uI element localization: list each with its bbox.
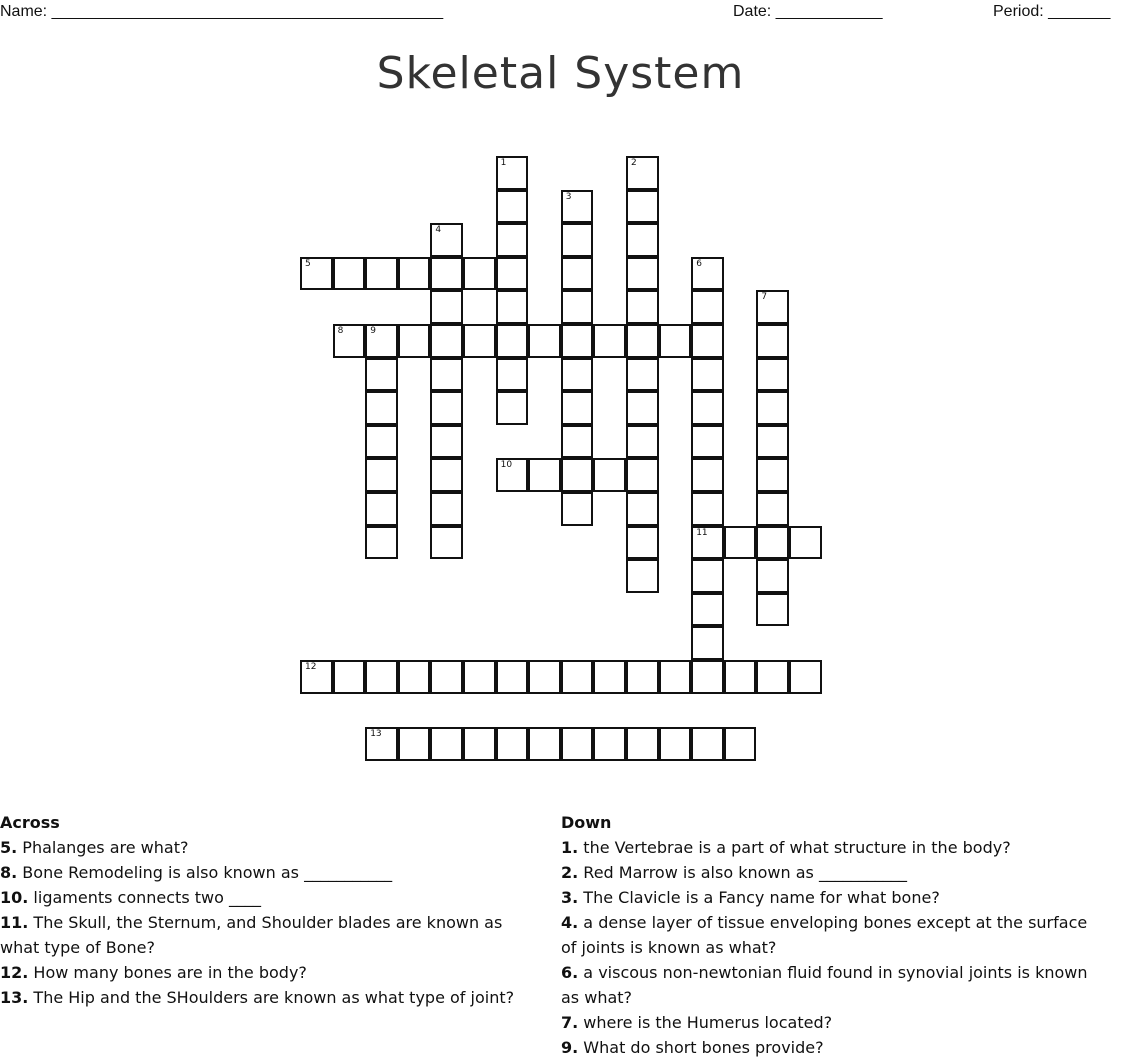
grid-cell[interactable] [691,290,724,324]
clue-number: 9. [561,1038,579,1057]
grid-cell[interactable] [528,324,561,358]
grid-cell[interactable] [398,660,431,694]
grid-cell[interactable] [724,727,757,761]
clue-text: ligaments connects two ____ [28,888,261,907]
clue-text: What do short bones provide? [578,1038,824,1057]
clue-number: 7. [561,1013,579,1032]
grid-cell[interactable] [333,660,366,694]
grid-cell[interactable] [365,358,398,392]
grid-cell[interactable] [626,290,659,324]
clue-text: where is the Humerus located? [578,1013,833,1032]
grid-cell[interactable] [626,156,659,190]
grid-cell[interactable] [626,727,659,761]
grid-cell[interactable] [561,358,594,392]
grid-cell[interactable] [561,290,594,324]
grid-cell[interactable] [496,391,529,425]
clue-text: a dense layer of tissue enveloping bones except at the surface of joints is known as what? [561,913,1088,957]
grid-cell[interactable] [561,458,594,492]
grid-cell[interactable] [691,358,724,392]
grid-cell[interactable] [756,660,789,694]
across-clue [0,835,545,860]
grid-cell[interactable] [463,324,496,358]
grid-cell[interactable] [430,391,463,425]
grid-cell[interactable] [365,526,398,560]
grid-cell[interactable] [756,425,789,459]
grid-cell[interactable] [626,223,659,257]
grid-cell[interactable] [430,526,463,560]
across-clue [0,860,545,885]
grid-cell[interactable] [691,425,724,459]
grid-cell[interactable] [724,526,757,560]
grid-cell[interactable] [496,358,529,392]
grid-cell[interactable] [561,324,594,358]
grid-cell[interactable] [365,727,398,761]
clue-text: The Clavicle is a Fancy name for what bone? [578,888,940,907]
down-clue-list [561,835,1106,1060]
grid-cell[interactable] [626,660,659,694]
grid-cell[interactable] [430,425,463,459]
grid-cell[interactable] [691,660,724,694]
grid-cell[interactable] [691,626,724,660]
grid-cell[interactable] [756,526,789,560]
grid-cell[interactable] [463,257,496,291]
grid-cell[interactable] [561,492,594,526]
across-clue [0,960,545,985]
down-heading: Down [561,813,612,832]
grid-cell[interactable] [691,492,724,526]
grid-cell[interactable] [398,257,431,291]
clue-number: 5. [0,838,18,857]
grid-cell[interactable] [756,391,789,425]
grid-cell[interactable] [496,727,529,761]
grid-cell[interactable] [659,660,692,694]
grid-cell[interactable] [626,559,659,593]
clue-number: 4 [435,225,442,236]
grid-cell[interactable] [691,257,724,291]
grid-cell[interactable] [496,660,529,694]
grid-cell[interactable] [496,257,529,291]
grid-cell[interactable] [528,727,561,761]
grid-cell[interactable] [365,425,398,459]
down-clue [561,960,1106,1010]
date-field-label: Date: ____________ [733,3,883,20]
grid-cell[interactable] [756,324,789,358]
grid-cell[interactable] [463,660,496,694]
grid-cell[interactable] [691,593,724,627]
clue-number: 10 [500,460,513,471]
clue-text: Phalanges are what? [17,838,189,857]
grid-cell[interactable] [756,358,789,392]
grid-cell[interactable] [365,492,398,526]
grid-cell[interactable] [496,290,529,324]
across-clue [0,885,545,910]
grid-cell[interactable] [691,559,724,593]
grid-cell[interactable] [430,458,463,492]
grid-cell[interactable] [496,190,529,224]
grid-cell[interactable] [430,660,463,694]
grid-cell[interactable] [561,391,594,425]
grid-cell[interactable] [789,660,822,694]
grid-cell[interactable] [430,290,463,324]
grid-cell[interactable] [365,257,398,291]
grid-cell[interactable] [300,660,333,694]
grid-cell[interactable] [561,727,594,761]
grid-cell[interactable] [626,324,659,358]
grid-cell[interactable] [333,324,366,358]
grid-cell[interactable] [691,324,724,358]
grid-cell[interactable] [626,190,659,224]
clue-number: 11 [696,527,708,538]
clue-number: 5 [305,258,311,269]
down-clue [561,1010,1106,1035]
grid-cell[interactable] [659,324,692,358]
period-field-label: Period: _______ [993,3,1111,20]
grid-cell[interactable] [691,727,724,761]
clue-number: 2 [631,158,637,168]
grid-cell[interactable] [496,458,529,492]
clue-number: 6 [696,258,702,269]
grid-cell[interactable] [593,324,626,358]
page-title: Skeletal System [376,48,745,99]
clue-text: the Vertebrae is a part of what structure in the body? [578,838,1011,857]
grid-cell[interactable] [561,223,594,257]
down-clue [561,910,1106,960]
clue-number: 7 [761,292,768,303]
grid-cell[interactable] [398,727,431,761]
down-clue [561,885,1106,910]
clue-number: 13 [370,729,382,740]
grid-cell[interactable] [626,358,659,392]
grid-cell[interactable] [756,593,789,627]
grid-cell[interactable] [528,660,561,694]
clue-number: 3. [561,888,579,907]
grid-cell[interactable] [365,391,398,425]
grid-cell[interactable] [626,492,659,526]
grid-cell[interactable] [398,324,431,358]
clue-number: 12. [0,963,29,982]
across-clue-list [0,835,545,1010]
grid-cell[interactable] [561,257,594,291]
grid-cell[interactable] [496,156,529,190]
clue-text: The Skull, the Sternum, and Shoulder blades are known as what type of Bone? [0,913,503,957]
grid-cell[interactable] [528,458,561,492]
grid-cell[interactable] [691,526,724,560]
clue-number: 11. [0,913,29,932]
across-clue [0,985,545,1010]
grid-cell[interactable] [561,190,594,224]
grid-cell[interactable] [756,559,789,593]
across-clues [0,810,545,1010]
clue-number: 8 [337,326,344,336]
grid-cell[interactable] [593,458,626,492]
grid-cell[interactable] [756,458,789,492]
clue-text: a viscous non-newtonian fluid found in synovial joints is known as what? [561,963,1088,1007]
across-clue [0,910,545,960]
grid-cell[interactable] [561,425,594,459]
grid-cell[interactable] [626,425,659,459]
down-clue [561,860,1106,885]
grid-cell[interactable] [626,391,659,425]
across-heading: Across [0,813,60,832]
grid-cell[interactable] [626,526,659,560]
grid-cell[interactable] [593,727,626,761]
grid-cell[interactable] [430,324,463,358]
clue-number: 2. [561,863,579,882]
clue-number: 1. [561,838,579,857]
grid-cell[interactable] [691,458,724,492]
grid-cell[interactable] [626,458,659,492]
clue-number: 1 [500,158,507,168]
grid-cell[interactable] [430,727,463,761]
clue-number: 4. [561,913,579,932]
grid-cell[interactable] [724,660,757,694]
clue-text: How many bones are in the body? [28,963,307,982]
down-clue [561,835,1106,860]
clue-text: Red Marrow is also known as ___________ [578,863,907,882]
clue-number: 3 [565,191,572,202]
grid-cell[interactable] [626,257,659,291]
grid-cell[interactable] [430,492,463,526]
clue-number: 13. [0,988,29,1007]
clue-text: The Hip and the SHoulders are known as what type of joint? [28,988,515,1007]
grid-cell[interactable] [365,324,398,358]
grid-cell[interactable] [593,660,626,694]
grid-cell[interactable] [756,290,789,324]
clue-number: 12 [305,662,317,672]
clue-number: 6. [561,963,579,982]
down-clues [561,810,1106,1060]
grid-cell[interactable] [430,358,463,392]
clue-number: 8. [0,863,18,882]
name-field-label: Name: ____________________________________________ [0,3,444,20]
grid-cell[interactable] [365,660,398,694]
grid-cell[interactable] [333,257,366,291]
grid-cell[interactable] [789,526,822,560]
grid-cell[interactable] [756,492,789,526]
grid-cell[interactable] [300,257,333,291]
grid-cell[interactable] [691,391,724,425]
grid-cell[interactable] [561,660,594,694]
grid-cell[interactable] [463,727,496,761]
down-clue [561,1035,1106,1060]
grid-cell[interactable] [496,324,529,358]
grid-cell[interactable] [365,458,398,492]
clue-number: 9 [370,326,376,336]
grid-cell[interactable] [659,727,692,761]
clue-number: 10. [0,888,29,907]
grid-cell[interactable] [430,223,463,257]
grid-cell[interactable] [496,223,529,257]
clue-text: Bone Remodeling is also known as ___________ [17,863,393,882]
grid-cell[interactable] [430,257,463,291]
